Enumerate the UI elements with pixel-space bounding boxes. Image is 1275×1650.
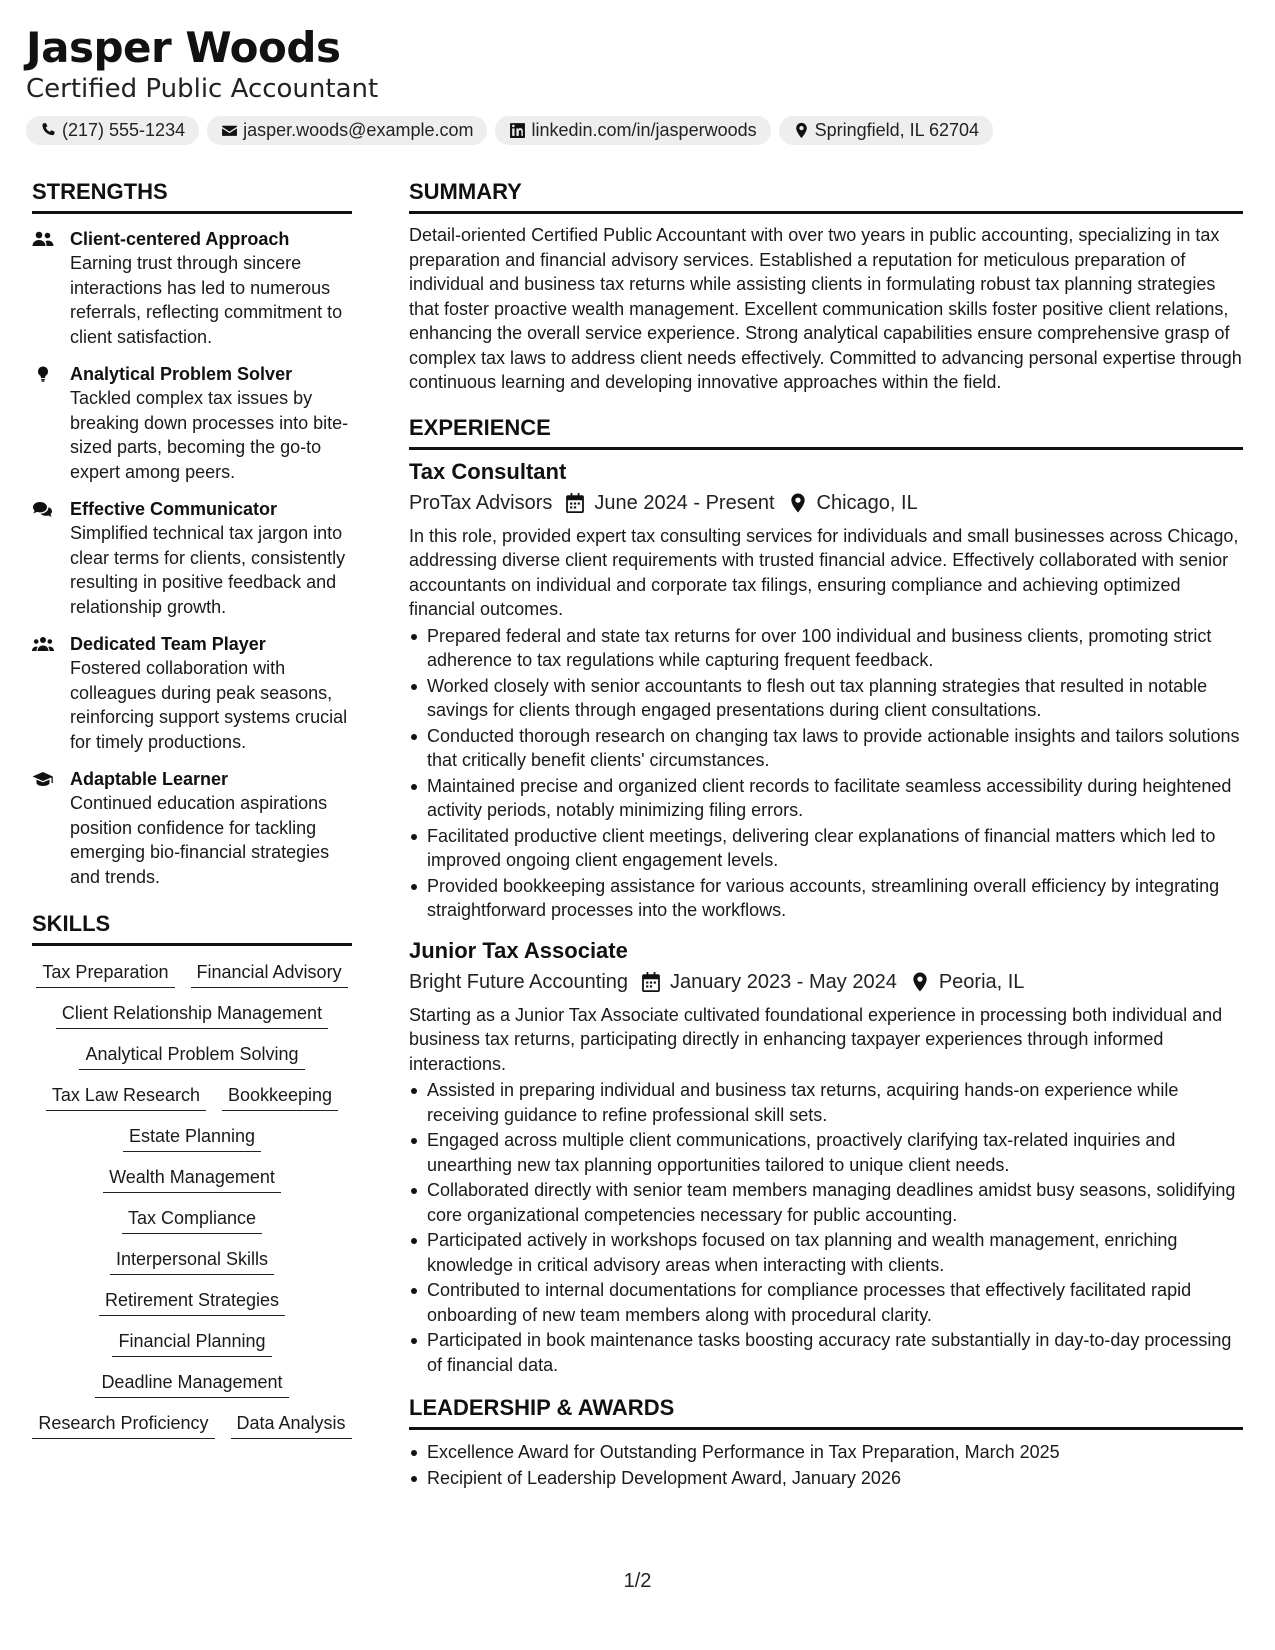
award-item: Excellence Award for Outstanding Performance in Tax Preparation, March 2025 [409, 1440, 1243, 1465]
strength-title: Effective Communicator [70, 499, 278, 519]
job-bullets [409, 1078, 1243, 1377]
skill-tag: Tax Preparation [36, 960, 174, 988]
job-meta [409, 488, 1243, 518]
skill-tag: Wealth Management [103, 1165, 281, 1193]
email-text: jasper.woods@example.com [243, 120, 474, 140]
job-location: Peoria, IL [938, 970, 1025, 993]
bullet-item: Engaged across multiple client communications, proactively clarifying tax-related inquiries and unearthing new tax planning opportunities tailored to unique client needs. [409, 1128, 1243, 1177]
skill-tag: Deadline Management [95, 1370, 288, 1398]
location-text: Springfield, IL 62704 [814, 120, 980, 140]
page-number: 1/2 [623, 1570, 652, 1592]
bullet-item: Facilitated productive client meetings, delivering clear explanations of financial matters which led to improved ongoing client engagement levels. [409, 824, 1243, 873]
skill-tag: Tax Law Research [46, 1083, 206, 1111]
bullet-item: Assisted in preparing individual and business tax returns, acquiring hands-on experience while receiving guidance to refine professional skill sets. [409, 1078, 1243, 1127]
email-link[interactable] [207, 116, 487, 145]
skill-tag: Data Analysis [231, 1411, 352, 1439]
summary-text: Detail-oriented Certified Public Accountant with over two years in public accounting, specializing in tax preparation and financial advisory services. Established a reputation for meticulous preparation of individual and business tax returns while assisting clients in formulating robust tax planning strategies that foster proactive wealth management. Excellent communication skills foster positive client relations, enhancing the overall service experience. Strong analytical capabilities ensure comprehensive grasp of complex tax laws to address client needs effectively. Committed to advancing personal expertise through continuous learning and developing innovative approaches within the field. [409, 225, 1242, 392]
map-marker-icon [911, 972, 929, 992]
contact-bar [26, 116, 1246, 145]
location-link[interactable] [779, 116, 993, 145]
users-icon [32, 230, 54, 248]
strength-description: Tackled complex tax issues by breaking down processes into bite-sized parts, becoming the go-to expert among peers. [70, 388, 349, 482]
job-meta [409, 967, 1243, 997]
bullet-item: Conducted thorough research on changing tax laws to provide actionable insights and tailors solutions that critically benefit clients' circumstances. [409, 724, 1243, 773]
job-company: ProTax Advisors [409, 491, 553, 514]
right-column [409, 177, 1243, 1491]
strength-description: Earning trust through sincere interactions has led to numerous referrals, reflecting commitment to client satisfaction. [70, 253, 343, 347]
skill-tag: Analytical Problem Solving [79, 1042, 304, 1070]
envelope-icon [221, 122, 238, 139]
skill-tag: Financial Planning [112, 1329, 271, 1357]
job-entry [409, 458, 1243, 923]
awards-section [409, 1393, 1243, 1490]
bullet-item: Collaborated directly with senior team members managing deadlines amidst busy seasons, solidifying core organizational competencies necessary for public accounting. [409, 1178, 1243, 1227]
skill-tag: Interpersonal Skills [110, 1247, 274, 1275]
comments-icon [32, 500, 54, 518]
skill-tag: Client Relationship Management [56, 1001, 328, 1029]
job-entry [409, 937, 1243, 1378]
strengths-list [32, 227, 352, 889]
strengths-heading: STRENGTHS [32, 177, 352, 214]
skill-tag: Research Proficiency [32, 1411, 214, 1439]
strength-item [32, 227, 352, 349]
experience-heading: EXPERIENCE [409, 413, 1243, 450]
strength-description: Simplified technical tax jargon into clear terms for clients, consistently resulting in positive feedback and relationship growth. [70, 523, 346, 617]
strength-item [32, 362, 352, 484]
bullet-item: Prepared federal and state tax returns for over 100 individual and business clients, promoting strict adherence to tax regulations while capturing frequent feedback. [409, 624, 1243, 673]
graduation-cap-icon [32, 770, 54, 788]
job-bullets [409, 624, 1243, 923]
linkedin-icon [509, 122, 526, 139]
job-title: Tax Consultant [409, 458, 567, 484]
bullet-item: Participated in book maintenance tasks boosting accuracy rate substantially in day-to-day processing of financial data. [409, 1328, 1243, 1377]
strength-description: Fostered collaboration with colleagues during peak seasons, reinforcing support systems crucial for timely productions. [70, 658, 348, 752]
skill-tag: Estate Planning [123, 1124, 261, 1152]
skill-tag: Bookkeeping [222, 1083, 338, 1111]
phone-link[interactable] [26, 116, 199, 145]
strength-item [32, 767, 352, 889]
award-item: Recipient of Leadership Development Award, January 2026 [409, 1466, 1243, 1491]
resume-header [26, 22, 1246, 145]
bullet-item: Participated actively in workshops focused on tax planning and wealth management, enriching knowledge in critical advisory areas when interacting with clients. [409, 1228, 1243, 1277]
job-title: Junior Tax Associate [409, 937, 628, 963]
skills-list [32, 960, 352, 1439]
linkedin-link[interactable] [495, 116, 770, 145]
map-marker-icon [793, 122, 810, 139]
job-description: Starting as a Junior Tax Associate cultivated foundational experience in processing both individual and business tax returns, participating directly in enhancing taxpayer experiences through informed interactions. [409, 1004, 1223, 1074]
job-description: In this role, provided expert tax consulting services for individuals and small businesses across Chicago, addressing diverse client requirements with trusted financial advice. Effectively collaborated with senior accountants on individual and corporate tax filings, ensuring compliance and achieving optimized financial outcomes. [409, 525, 1239, 619]
skill-tag: Financial Advisory [191, 960, 348, 988]
strength-item [32, 632, 352, 754]
job-dates: January 2023 - May 2024 [670, 970, 897, 993]
map-marker-icon [789, 493, 807, 513]
team-icon [32, 635, 54, 653]
bullet-item: Worked closely with senior accountants to flesh out tax planning strategies that resulted in notable savings for clients through engaged presentations during client consultations. [409, 674, 1243, 723]
job-company: Bright Future Accounting [409, 970, 629, 993]
bullet-item: Contributed to internal documentations for compliance processes that effectively facilitated rapid onboarding of new team members along with procedural clarity. [409, 1278, 1243, 1327]
strength-title: Client-centered Approach [70, 229, 290, 249]
linkedin-text: linkedin.com/in/jasperwoods [531, 120, 757, 140]
candidate-name: Jasper Woods [26, 23, 341, 72]
calendar-icon [566, 493, 584, 513]
summary-heading: SUMMARY [409, 177, 1243, 214]
strength-description: Continued education aspirations position confidence for tackling emerging bio-financial strategies and trends. [70, 793, 330, 887]
bullet-item: Provided bookkeeping assistance for various accounts, streamlining overall efficiency by integrating straightforward processes into the workflows. [409, 874, 1243, 923]
phone-icon [40, 122, 57, 139]
strength-title: Adaptable Learner [70, 769, 229, 789]
skill-tag: Tax Compliance [122, 1206, 262, 1234]
left-column [32, 177, 352, 1439]
strength-title: Analytical Problem Solver [70, 364, 293, 384]
job-location: Chicago, IL [816, 491, 918, 514]
candidate-title: Certified Public Accountant [26, 74, 379, 104]
awards-list [409, 1440, 1243, 1490]
phone-text: (217) 555-1234 [62, 120, 186, 140]
bullet-item: Maintained precise and organized client records to facilitate seamless accessibility during heightened activity periods, notably minimizing filing errors. [409, 774, 1243, 823]
job-dates: June 2024 - Present [594, 491, 775, 514]
skills-heading: SKILLS [32, 909, 352, 946]
skill-tag: Retirement Strategies [99, 1288, 285, 1316]
calendar-icon [642, 972, 660, 992]
strength-item [32, 497, 352, 619]
awards-heading: LEADERSHIP & AWARDS [409, 1393, 1243, 1430]
lightbulb-icon [32, 365, 54, 383]
strength-title: Dedicated Team Player [70, 634, 266, 654]
